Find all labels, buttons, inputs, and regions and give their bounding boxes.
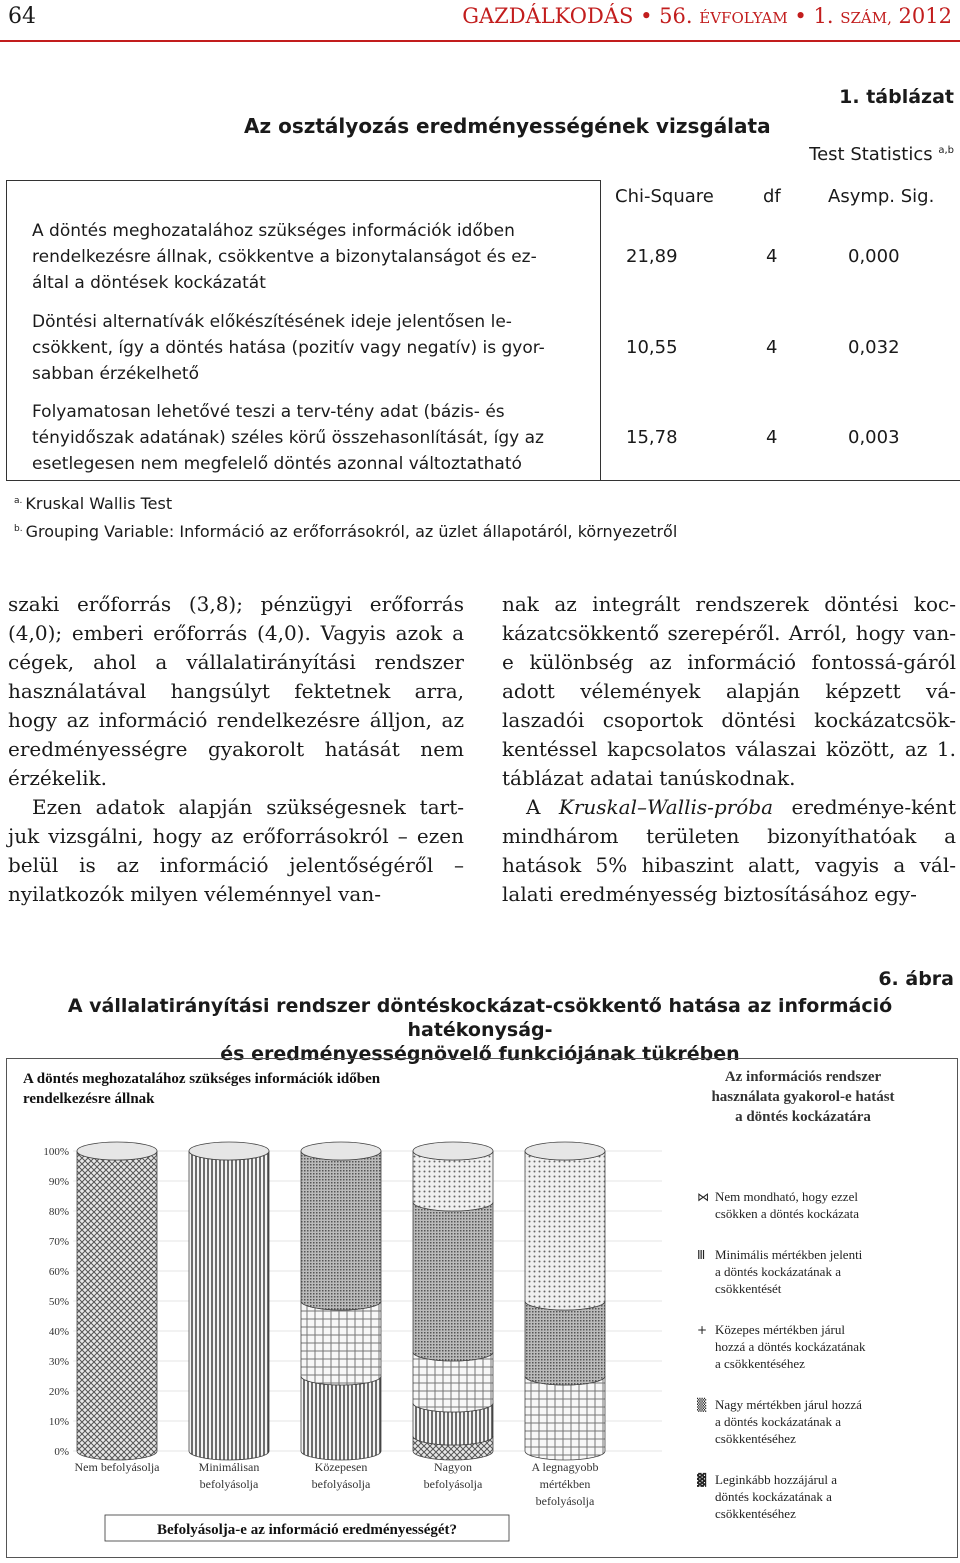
bar-segment: [413, 1202, 493, 1361]
legend-title-line: használata gyakorol-e hatást: [711, 1089, 895, 1105]
legend-label: Nem mondható, hogy ezzel: [715, 1189, 858, 1204]
legend-label: Minimális mértékben jelenti: [715, 1247, 863, 1262]
table-row-label: Folyamatosan lehetővé teszi a terv-tény adat (bázis- és tényidőszak adatának) széles körű összehasonlítását, így az esetlegesen nem megfelelő döntés azonnal változtatható: [32, 402, 544, 474]
legend-label: Leginkább hozzájárul a: [715, 1472, 837, 1487]
x-tick-label: Közepesen: [314, 1460, 368, 1474]
cell-df: 4: [766, 246, 778, 267]
legend-label: csökkentését: [715, 1281, 782, 1296]
body-right-column: [502, 590, 956, 909]
legend-label: csökkentéséhez: [715, 1431, 796, 1446]
chart-title-line: rendelkezésre állnak: [23, 1091, 155, 1107]
x-tick-label: befolyásolja: [311, 1477, 371, 1491]
cell-df: 4: [766, 337, 778, 358]
x-tick-label: Nem befolyásolja: [74, 1460, 160, 1474]
legend-label: csökkentéséhez: [715, 1506, 796, 1521]
y-tick-label: 70%: [48, 1236, 69, 1248]
table-title: Az osztályozás eredményességének vizsgálata: [244, 114, 771, 138]
legend-label: Közepes mértékben járul: [715, 1322, 845, 1337]
legend-label: hozzá a döntés kockázatának: [715, 1339, 866, 1354]
y-tick-label: 50%: [48, 1296, 69, 1308]
cell-sig: 0,003: [848, 427, 900, 448]
y-tick-label: 60%: [48, 1266, 69, 1278]
header-rule: [0, 40, 960, 42]
legend-label: csökken a döntés kockázata: [715, 1206, 860, 1221]
paragraph: Ezen adatok alapján szükségesnek tart-juk vizsgálni, hogy az erőforrásokról – ezen belül is az információ jelentőségéről – nyilatkozók milyen véleménnyel van-: [8, 795, 464, 906]
legend-label: döntés kockázatának a: [715, 1489, 832, 1504]
legend-label: a csökkentéséhez: [715, 1356, 805, 1371]
legend-marker: ⋈: [697, 1190, 709, 1204]
running-head: GAZDÁLKODÁS • 56. ÉVFOLYAM • 1. SZÁM, 2012: [462, 4, 952, 28]
chart-title-line: A döntés meghozatalához szükséges információk időben: [23, 1071, 381, 1087]
paragraph: A Kruskal–Wallis-próba eredménye-ként mindhárom területen bizonyíthatóak a hatások 5% hibaszint alatt, vagyis a vál-lalati eredményesség biztosításához egy-: [502, 795, 956, 906]
col-header-chi-square: Chi-Square: [615, 186, 714, 207]
bar-segment: [189, 1151, 269, 1460]
figure-frame: [6, 1058, 958, 1558]
table-row-label: Döntési alternatívák előkészítésének ideje jelentősen le-csökkent, így a döntés hatása (pozitív vagy negatív) is gyor-sabban érzékelhető: [32, 312, 545, 384]
figure-label: 6. ábra: [878, 968, 954, 990]
bar-segment: [525, 1301, 605, 1385]
legend-marker: Ⅲ: [697, 1248, 706, 1262]
footnote-a: $^{a.}$ Kruskal Wallis Test: [14, 494, 173, 513]
table-row-label: A döntés meghozatalához szükséges információk időben rendelkezésre állnak, csökkentve a bizonytalanságot és ez-által a döntések kockázatát: [32, 221, 537, 293]
legend-label: a döntés kockázatának a: [715, 1414, 841, 1429]
legend-marker: ▓: [697, 1473, 707, 1487]
footnote-b: $^{b.}$ Grouping Variable: Információ az erőforrásokról, az üzlet állapotáról, környezetről: [14, 522, 678, 541]
y-tick-label: 30%: [48, 1356, 69, 1368]
paragraph: szaki erőforrás (3,8); pénzügyi erőforrás (4,0); emberi erőforrás (4,0). Vagyis azok a cégek, ahol a vállalatirányítási rendszer használatával hangsúlyt fektetnek arra, hogy az információ rendelkezésre álljon, az eredményességre gyakorolt hatását nem érzékelik.: [8, 592, 464, 790]
x-tick-label: befolyásolja: [535, 1494, 595, 1508]
bar-segment: [525, 1376, 605, 1460]
bar-segment: [301, 1376, 381, 1460]
cell-df: 4: [766, 427, 778, 448]
cell-chi: 21,89: [626, 246, 678, 267]
y-tick-label: 90%: [48, 1176, 69, 1188]
x-tick-label: befolyásolja: [199, 1477, 259, 1491]
table-bottom-rule: [6, 480, 960, 481]
legend-marker: +: [697, 1323, 708, 1337]
cell-sig: 0,032: [848, 337, 900, 358]
x-tick-label: mértékben: [539, 1477, 591, 1491]
col-header-df: df: [763, 186, 781, 207]
bar-cap: [413, 1142, 493, 1160]
x-tick-label: befolyásolja: [423, 1477, 483, 1491]
x-axis-label: Befolyásolja-e az információ eredményességét?: [156, 1522, 458, 1538]
y-tick-label: 20%: [48, 1386, 69, 1398]
page-number: 64: [8, 4, 36, 29]
bar-cap: [301, 1142, 381, 1160]
y-tick-label: 0%: [54, 1446, 69, 1458]
cell-chi: 15,78: [626, 427, 678, 448]
journal-name: GAZDÁLKODÁS: [462, 4, 634, 28]
x-tick-label: A legnagyobb: [531, 1460, 599, 1474]
table-label: 1. táblázat: [839, 86, 954, 108]
legend-marker: ▒: [697, 1398, 707, 1412]
legend-title-line: a döntés kockázatára: [735, 1109, 871, 1125]
y-tick-label: 40%: [48, 1326, 69, 1338]
bar-segment: [301, 1151, 381, 1310]
cell-chi: 10,55: [626, 337, 678, 358]
bar-segment: [77, 1151, 157, 1460]
bar-segment: [301, 1301, 381, 1385]
paragraph: nak az integrált rendszerek döntési koc-kázatcsökkentő szerepéről. Arról, hogy van-e különbség az információ fontossá-gáról adott vélemények alapján képzett vá-laszadói csoportok döntési kockázatcsök-kentéssel kapcsolatos válaszai között, az 1. táblázat adatai tanúskodnak.: [502, 592, 956, 790]
body-left-column: [8, 590, 464, 909]
y-tick-label: 10%: [48, 1416, 69, 1428]
stacked-cylinder-chart: [7, 1059, 957, 1557]
y-tick-label: 80%: [48, 1206, 69, 1218]
test-statistics-title: Test Statistics $^{a,b}$: [809, 144, 954, 165]
y-tick-label: 100%: [43, 1146, 69, 1158]
x-tick-label: Nagyon: [434, 1460, 472, 1474]
col-header-sig: Asymp. Sig.: [828, 186, 935, 207]
bar-cap: [189, 1142, 269, 1160]
legend-label: Nagy mértékben járul hozzá: [715, 1397, 862, 1412]
bar-cap: [525, 1142, 605, 1160]
legend-title-line: Az információs rendszer: [724, 1069, 882, 1085]
bar-cap: [77, 1142, 157, 1160]
cell-sig: 0,000: [848, 246, 900, 267]
bar-segment: [525, 1151, 605, 1310]
legend-label: a döntés kockázatának a: [715, 1264, 841, 1279]
x-tick-label: Minimálisan: [198, 1460, 260, 1474]
figure-title: A vállalatirányítási rendszer döntéskockázat-csökkentő hatása az információ hatékonyság- és eredményességnövelő funkciójának tükrében: [67, 995, 893, 1065]
